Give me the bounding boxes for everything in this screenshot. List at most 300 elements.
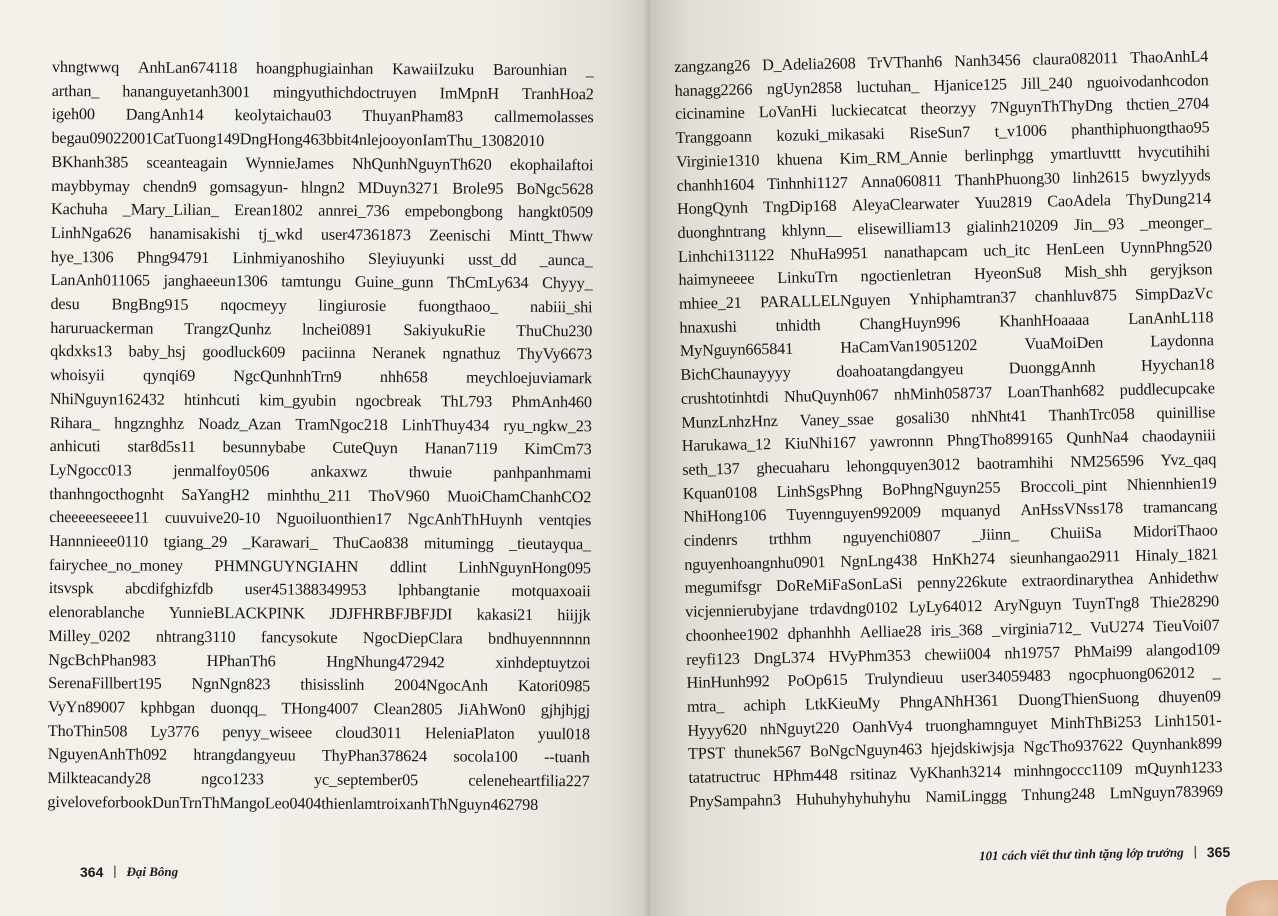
username-word: NgnNgn823 — [191, 675, 271, 694]
username-word: HaCamVan19051202 — [840, 336, 978, 358]
username-word: _Jiinn_ — [971, 525, 1019, 545]
username-word: QunhNa4 — [1066, 428, 1129, 448]
username-word: nguoivodanhcodon — [1086, 70, 1209, 92]
username-word: minhthu_211 — [266, 485, 352, 505]
username-word: Katori0985 — [517, 677, 591, 696]
right-page-footer — [979, 844, 1230, 864]
username-word: TngDip168 — [762, 196, 837, 217]
username-word: NhuQuynh067 — [783, 385, 879, 406]
username-word: DuongThienSuong — [1017, 688, 1140, 710]
username-word: fancysokute — [260, 628, 338, 647]
username-word: HinHunh992 — [686, 672, 770, 693]
username-word: penyy_wiseee — [222, 722, 313, 742]
username-word: Anna060811 — [860, 171, 943, 191]
username-word: TuynTng8 — [1072, 593, 1140, 614]
username-word: paciinna — [301, 343, 356, 363]
text-line — [48, 696, 590, 723]
username-word: Hjanice125 — [933, 75, 1007, 95]
username-word: VyKhanh3214 — [908, 762, 1002, 783]
username-word: Hyychan18 — [1140, 355, 1215, 375]
username-word: NhiNguyn162432 — [49, 389, 165, 409]
username-word: Aelliae28 — [859, 622, 922, 642]
username-word: vicjennierubyjane — [684, 600, 799, 622]
username-word: Virginie1310 — [675, 151, 760, 171]
username-word: MinhThBi253 — [1050, 712, 1142, 733]
username-word: OanhVy4 — [852, 717, 913, 737]
username-word: Hanan7119 — [424, 439, 498, 458]
right-page-text — [674, 45, 1223, 814]
username-word: NhQunhNguynTh620 — [351, 154, 492, 174]
username-word: elenorablanche — [48, 603, 145, 622]
username-word: fuongthaoo_ — [417, 297, 499, 316]
username-word: arthan_ — [51, 81, 100, 100]
username-word: claura082011 — [1032, 49, 1119, 69]
username-word: LanAnhL118 — [1128, 307, 1214, 328]
username-word: extraordinarythea — [1021, 570, 1134, 591]
page-number-left: 364 — [80, 864, 104, 880]
username-word: fairychee_no_money — [48, 555, 183, 575]
text-line — [51, 175, 593, 202]
username-word: mtra_ — [686, 697, 725, 716]
username-word: ankaxwz — [310, 462, 368, 481]
username-word: Barounhian — [492, 60, 568, 80]
text-line — [48, 672, 590, 699]
username-word: cuuvuive20-10 — [164, 509, 261, 528]
username-word: yawronnn — [869, 432, 934, 452]
username-word: kozuki_mikasaki — [776, 124, 885, 146]
username-word: ngnathuz — [442, 344, 501, 364]
username-word: DangAnh14 — [125, 105, 204, 125]
username-word: qynqi69 — [142, 366, 196, 386]
username-word: Mish_shh — [1064, 262, 1128, 282]
username-word: duonghntrang — [677, 222, 766, 242]
username-word: LanAnh011065 — [50, 271, 150, 290]
username-word: --tuanh — [543, 748, 590, 767]
username-word: ThoThin508 — [47, 721, 128, 741]
username-word: SakiyukuRie — [403, 320, 486, 340]
username-word: NguyenAnhTh092 — [47, 745, 168, 765]
username-word: elisewilliam13 — [857, 218, 951, 239]
username-word: khlynn__ — [781, 220, 842, 240]
username-word: hngznghhz — [114, 413, 184, 433]
username-word: LinhSgsPhng — [776, 480, 863, 501]
username-word: MidoriThaoo — [1132, 521, 1218, 541]
username-word: Kquan0108 — [682, 483, 758, 503]
username-word: NhuHa9951 — [790, 243, 869, 264]
username-word: ThCmLy634 — [447, 273, 529, 293]
text-line — [52, 103, 594, 130]
username-word: nguyenchi0807 — [842, 526, 941, 547]
username-word: jenmalfoy0506 — [173, 461, 270, 481]
username-word: qkdxks13 — [50, 342, 113, 361]
username-word: Anhidethw — [1147, 568, 1219, 589]
username-word: nguyenhoangnhu0901 — [684, 552, 826, 574]
username-word: chanhh1604 — [676, 174, 755, 195]
username-word: _Karawari_ — [242, 533, 318, 552]
text-line — [50, 340, 592, 367]
username-word: NamiLinggg — [925, 786, 1007, 806]
username-word: MDuyn3271 — [357, 178, 440, 197]
username-word: socola100 — [453, 747, 518, 767]
username-word: star8d5s11 — [127, 437, 196, 457]
username-word: Kim_RM_Annie — [839, 147, 948, 168]
text-line — [52, 56, 594, 83]
username-word: 2004NgocAnh — [394, 676, 488, 695]
username-word: MuoiChamChanhCO2 — [447, 487, 592, 506]
text-line — [51, 269, 593, 296]
text-line — [49, 577, 591, 604]
running-title-right: 101 cách viết thư tình tặng lớp trưởng — [978, 844, 1184, 864]
username-word: HngNhung472942 — [326, 652, 445, 671]
text-line — [48, 625, 590, 652]
username-word: iris_368 — [930, 620, 983, 640]
username-word: Jill_240 — [1021, 73, 1073, 93]
username-word: Nhiennhien19 — [1126, 473, 1217, 494]
username-word: SimpDazVc — [1134, 284, 1214, 304]
username-word: yc_september05 — [313, 770, 419, 790]
username-word: cloud3011 — [335, 723, 402, 742]
username-word: sieunhangao2911 — [1009, 546, 1121, 568]
username-word: lnchei0891 — [301, 320, 373, 339]
username-word: AryNguyn — [993, 595, 1062, 615]
username-word: Phng94791 — [136, 248, 210, 267]
username-word: Nguoiluonthien17 — [276, 509, 392, 529]
username-word: NgcTho937622 — [1023, 736, 1124, 757]
username-word: thctien_2704 — [1126, 94, 1210, 115]
username-word: CuteQuyn — [332, 438, 398, 458]
username-word: chaodayniii — [1141, 426, 1216, 446]
username-word: 7NguynThThyDng — [990, 96, 1113, 118]
username-word: Sleyiuyunki — [367, 249, 445, 269]
username-word: ThuyanPham83 — [362, 107, 464, 126]
username-word: panhpanhmami — [493, 463, 592, 483]
footer-separator-right: | — [1193, 844, 1197, 860]
username-word: bwyzlyyds — [1141, 165, 1211, 186]
username-word: thwuie — [408, 463, 452, 482]
text-line — [51, 222, 593, 249]
username-word: DuonggAnnh — [1008, 357, 1096, 378]
username-word: JDJFHRBFJBFJDI — [329, 604, 453, 624]
username-word: tnhidth — [775, 315, 821, 335]
username-word: yuul018 — [537, 724, 590, 743]
username-word: janghaeeun1306 — [163, 272, 268, 291]
username-word: tatatructruc — [688, 767, 761, 787]
username-word: mhiee_21 — [678, 293, 742, 313]
username-word: _tieutayqua_ — [509, 534, 592, 554]
username-word: user451388349953 — [244, 580, 367, 600]
username-word: DngL374 — [753, 647, 815, 668]
username-word: mQuynh1233 — [1134, 758, 1223, 778]
username-word: meychloejuviamark — [465, 368, 593, 388]
text-line — [49, 554, 591, 581]
username-word: hiijjk — [557, 606, 591, 625]
username-word: HVyPhm353 — [828, 645, 911, 666]
username-word: JiAhWon0 — [457, 700, 526, 719]
username-word: SaYangH2 — [181, 485, 250, 504]
username-word: ThL793 — [440, 392, 493, 411]
username-word: ThanhPhuong30 — [954, 168, 1060, 189]
username-word: bndhuyennnnnn — [487, 629, 591, 649]
username-word: vhngtwwq — [51, 57, 120, 77]
username-word: nqocmeyy — [220, 296, 287, 315]
username-word: Guine_gunn — [354, 273, 434, 292]
username-word: KawaiiIzuku — [392, 60, 475, 79]
username-word: mitumingg — [423, 534, 494, 553]
username-word: callmemolasses — [494, 108, 594, 127]
username-word: begau09022001CatTuong149DngHong463bbit4nlejooyonIamThu_13082010 — [51, 129, 545, 151]
username-word: achiph — [743, 695, 786, 715]
username-word: PhngANhH361 — [899, 691, 999, 712]
username-word: ImMpnH — [439, 84, 500, 103]
text-line — [48, 767, 590, 794]
username-word: cicinamine — [674, 104, 745, 124]
username-word: SerenaFillbert195 — [48, 674, 162, 693]
username-word: ymartluvttt — [1050, 143, 1121, 164]
username-word: nhh658 — [379, 368, 428, 387]
username-word: NM256596 — [1070, 451, 1144, 472]
username-word: Laydonna — [1150, 331, 1215, 351]
username-word: lphbangtanie — [397, 581, 480, 601]
username-word: VuaMoiDen — [1024, 333, 1104, 354]
username-word: HenLeen — [1045, 239, 1105, 259]
username-word: ThyVy6673 — [516, 345, 593, 364]
username-word: _virginia712_ — [991, 618, 1081, 639]
username-word: LyLy64012 — [908, 597, 983, 617]
username-word: ThuChu230 — [516, 321, 593, 341]
right-page — [650, 0, 1278, 916]
username-word: lingiurosie — [318, 296, 387, 316]
username-word: MunzLnhzHnz — [681, 411, 778, 432]
username-word: Ly3776 — [150, 722, 200, 741]
username-word: CaoAdela — [1047, 191, 1111, 211]
username-word: t_v1006 — [994, 121, 1047, 141]
username-word: zangzang26 — [674, 56, 751, 76]
username-word: _Mary_Lilian_ — [122, 200, 219, 220]
username-word: ghecuaharu — [756, 457, 830, 478]
left-page-footer — [80, 864, 178, 880]
username-word: TPST — [687, 744, 726, 764]
username-word: ChangHuyn996 — [859, 313, 961, 334]
username-word: nhtrang3110 — [155, 627, 236, 647]
username-word: celeneheartfilia227 — [468, 771, 590, 791]
username-word: Trulyndieuu — [865, 669, 944, 689]
username-word: hananguyetanh3001 — [122, 82, 251, 101]
username-word: LinhThuy434 — [401, 415, 490, 435]
username-word: Yvz_qaq — [1160, 450, 1217, 470]
username-word: Jin__93 — [1073, 214, 1125, 234]
username-word: chendn9 — [142, 177, 197, 196]
text-line — [50, 317, 592, 344]
username-word: KhanhHoaaaa — [999, 310, 1090, 331]
username-word: NgocDiepClara — [362, 628, 463, 648]
username-word: cheeeeeseeee11 — [49, 508, 149, 527]
username-word: Huhuhyhyhuhyhu — [795, 788, 911, 809]
username-word: kakasi21 — [476, 605, 534, 625]
username-word: igeh00 — [51, 105, 95, 124]
username-word: nh19757 — [1004, 642, 1061, 663]
text-line — [50, 293, 592, 320]
username-word: hlngn2 — [300, 178, 346, 197]
username-word: khuena — [776, 149, 823, 169]
text-line — [52, 80, 594, 107]
username-word: doahoatangdangyeu — [836, 360, 964, 381]
username-word: NhiHong106 — [683, 506, 767, 527]
username-word: BKhanh385 — [51, 152, 129, 172]
text-line — [50, 364, 592, 391]
text-line — [48, 743, 590, 770]
username-word: maybbymay — [51, 176, 130, 195]
username-word: motquaxoaii — [511, 582, 591, 601]
username-word: trdavdng0102 — [809, 598, 898, 619]
left-page-text — [47, 56, 594, 818]
username-word: abcdifghizfdb — [125, 579, 214, 599]
username-word: D_Adelia2608 — [761, 54, 856, 75]
text-line — [49, 483, 591, 510]
username-word: BngBng915 — [111, 295, 189, 314]
username-word: usst_dd — [467, 250, 517, 269]
username-word: LtkKieuMy — [804, 693, 881, 714]
username-word: HongQynh — [676, 198, 748, 219]
username-word: HPhm448 — [772, 765, 838, 786]
username-word: HnKh274 — [931, 549, 996, 569]
username-word: HyeonSu8 — [973, 264, 1042, 284]
username-word: WynnieJames — [245, 153, 334, 173]
username-word: LoanThanh682 — [1007, 381, 1105, 402]
username-word: TieuVoi07 — [1153, 616, 1220, 636]
username-word: hoangphugiainhan — [256, 59, 374, 78]
username-word: nhNht41 — [970, 406, 1027, 426]
username-word: ThyDung214 — [1125, 189, 1212, 210]
username-word: alangod109 — [1145, 639, 1221, 660]
username-word: rsitinaz — [849, 764, 897, 784]
username-word: mquanyd — [940, 501, 1001, 522]
username-word: PhMai99 — [1073, 641, 1133, 661]
username-word: besunnybabe — [222, 438, 306, 457]
username-word: ngocbreak — [355, 391, 422, 411]
username-word: crushtotinhtdi — [680, 388, 769, 408]
username-word: KimCm73 — [524, 440, 592, 459]
username-word: nabiii_shi — [530, 297, 593, 317]
username-word: MyNguyn665841 — [679, 340, 794, 361]
username-word: hye_1306 — [50, 247, 114, 267]
username-word: _meonger_ — [1139, 213, 1212, 233]
username-word: LyNgocc013 — [49, 460, 132, 480]
username-word: choonhee1902 — [685, 624, 779, 645]
username-word: Nanh3456 — [954, 51, 1021, 71]
username-word: berlinphgg — [964, 145, 1034, 165]
username-word: baotramhihi — [976, 453, 1054, 473]
username-word: LoVanHi — [758, 102, 818, 122]
username-word: luckiecatcat — [830, 100, 907, 121]
username-word: giveloveforbookDunTrnThMangoLeo0404thienlamtroixanhThNguyn462798 — [47, 792, 539, 814]
username-word: sceanteagain — [146, 153, 228, 172]
username-word: hnaxushi — [679, 317, 737, 337]
username-word: gosali30 — [895, 408, 950, 428]
username-word: NgcBchPhan983 — [48, 650, 157, 670]
username-word: _ — [1212, 663, 1221, 682]
footer-separator-left: | — [113, 864, 117, 879]
username-word: VuU274 — [1089, 617, 1145, 637]
username-word: hanamisakishi — [149, 224, 241, 244]
username-word: whoisyii — [49, 366, 105, 385]
username-word: user34059483 — [960, 666, 1051, 687]
username-word: Ynhiphamtran37 — [908, 288, 1017, 309]
username-word: gomsagyun- — [209, 177, 289, 196]
text-line — [51, 127, 593, 154]
username-word: PoOp615 — [787, 670, 848, 691]
username-word: Thie28290 — [1150, 592, 1220, 612]
username-word: Yuu2819 — [974, 193, 1033, 213]
username-word: lehongquyen3012 — [846, 455, 961, 476]
username-word: ventqies — [538, 511, 592, 530]
username-word: xinhdeptuytzoi — [495, 653, 591, 672]
username-word: goodluck609 — [202, 343, 286, 362]
username-word: PnySampahn3 — [688, 790, 782, 811]
username-word: TrVThanh6 — [867, 52, 943, 73]
running-title-left: Đại Bông — [126, 864, 179, 879]
username-word: Tranggoann — [675, 127, 752, 148]
username-word: ChuiiSa — [1050, 523, 1102, 543]
page-number-right: 365 — [1206, 843, 1231, 861]
username-word: TrangzQunhz — [184, 319, 272, 339]
text-line — [51, 198, 593, 225]
username-word: Broccoli_pint — [1019, 476, 1108, 496]
username-word: tgiang_29 — [163, 532, 228, 552]
username-word: Linhchi131122 — [677, 245, 775, 266]
username-word: tramancang — [1142, 497, 1218, 518]
username-word: uch_itc — [983, 240, 1031, 260]
username-word: puddlecupcake — [1119, 379, 1215, 399]
username-word: Vaney_ssae — [799, 409, 874, 430]
username-word: nhMinh058737 — [893, 383, 993, 404]
username-word: BoNgcNguyn463 — [809, 740, 923, 761]
username-word: keolytaichau03 — [234, 106, 332, 126]
text-line — [49, 601, 591, 628]
username-word: thunek567 — [733, 742, 802, 763]
username-word: hvycutihihi — [1137, 142, 1211, 162]
username-word: kphbgan — [140, 698, 196, 717]
username-word: dphanhhh — [787, 623, 851, 643]
username-word: hjejdskiwjsja — [930, 738, 1015, 759]
text-line — [49, 459, 591, 486]
username-word: megumifsgr — [684, 577, 762, 598]
username-word: trthhm — [768, 529, 812, 549]
username-word: Clean2805 — [373, 699, 443, 719]
username-word: BoPhngNguyn255 — [881, 478, 1001, 499]
username-word: Milkteacandy28 — [47, 769, 151, 788]
username-word: NgcAnhThHuynh — [407, 510, 523, 530]
username-word: phanthiphuongthao95 — [1071, 118, 1210, 140]
username-word: PARALLELNguyen — [759, 290, 891, 312]
username-word: Chyyy_ — [542, 274, 593, 293]
username-word: Kachuha — [51, 200, 108, 219]
username-word: BoNgc5628 — [516, 179, 594, 198]
username-word: ryu_ngkw_23 — [503, 416, 592, 435]
username-word: ekophailaftoi — [509, 155, 594, 175]
username-word: mingyuthichdoctruyen — [273, 83, 417, 102]
username-word: penny226kute — [916, 572, 1008, 593]
text-line — [47, 791, 589, 818]
username-word: NgnLng438 — [840, 550, 918, 571]
username-word: DoReMiFaSonLaSi — [775, 574, 903, 596]
username-word: HPhanTh6 — [206, 651, 276, 670]
username-word: dhuyen09 — [1158, 687, 1222, 707]
username-word: ngoctienletran — [860, 265, 952, 286]
username-word: Tnhung248 — [1021, 784, 1095, 804]
text-line — [49, 530, 591, 557]
username-word: hanagg2266 — [674, 80, 753, 100]
username-word: gialinh210209 — [966, 216, 1059, 237]
